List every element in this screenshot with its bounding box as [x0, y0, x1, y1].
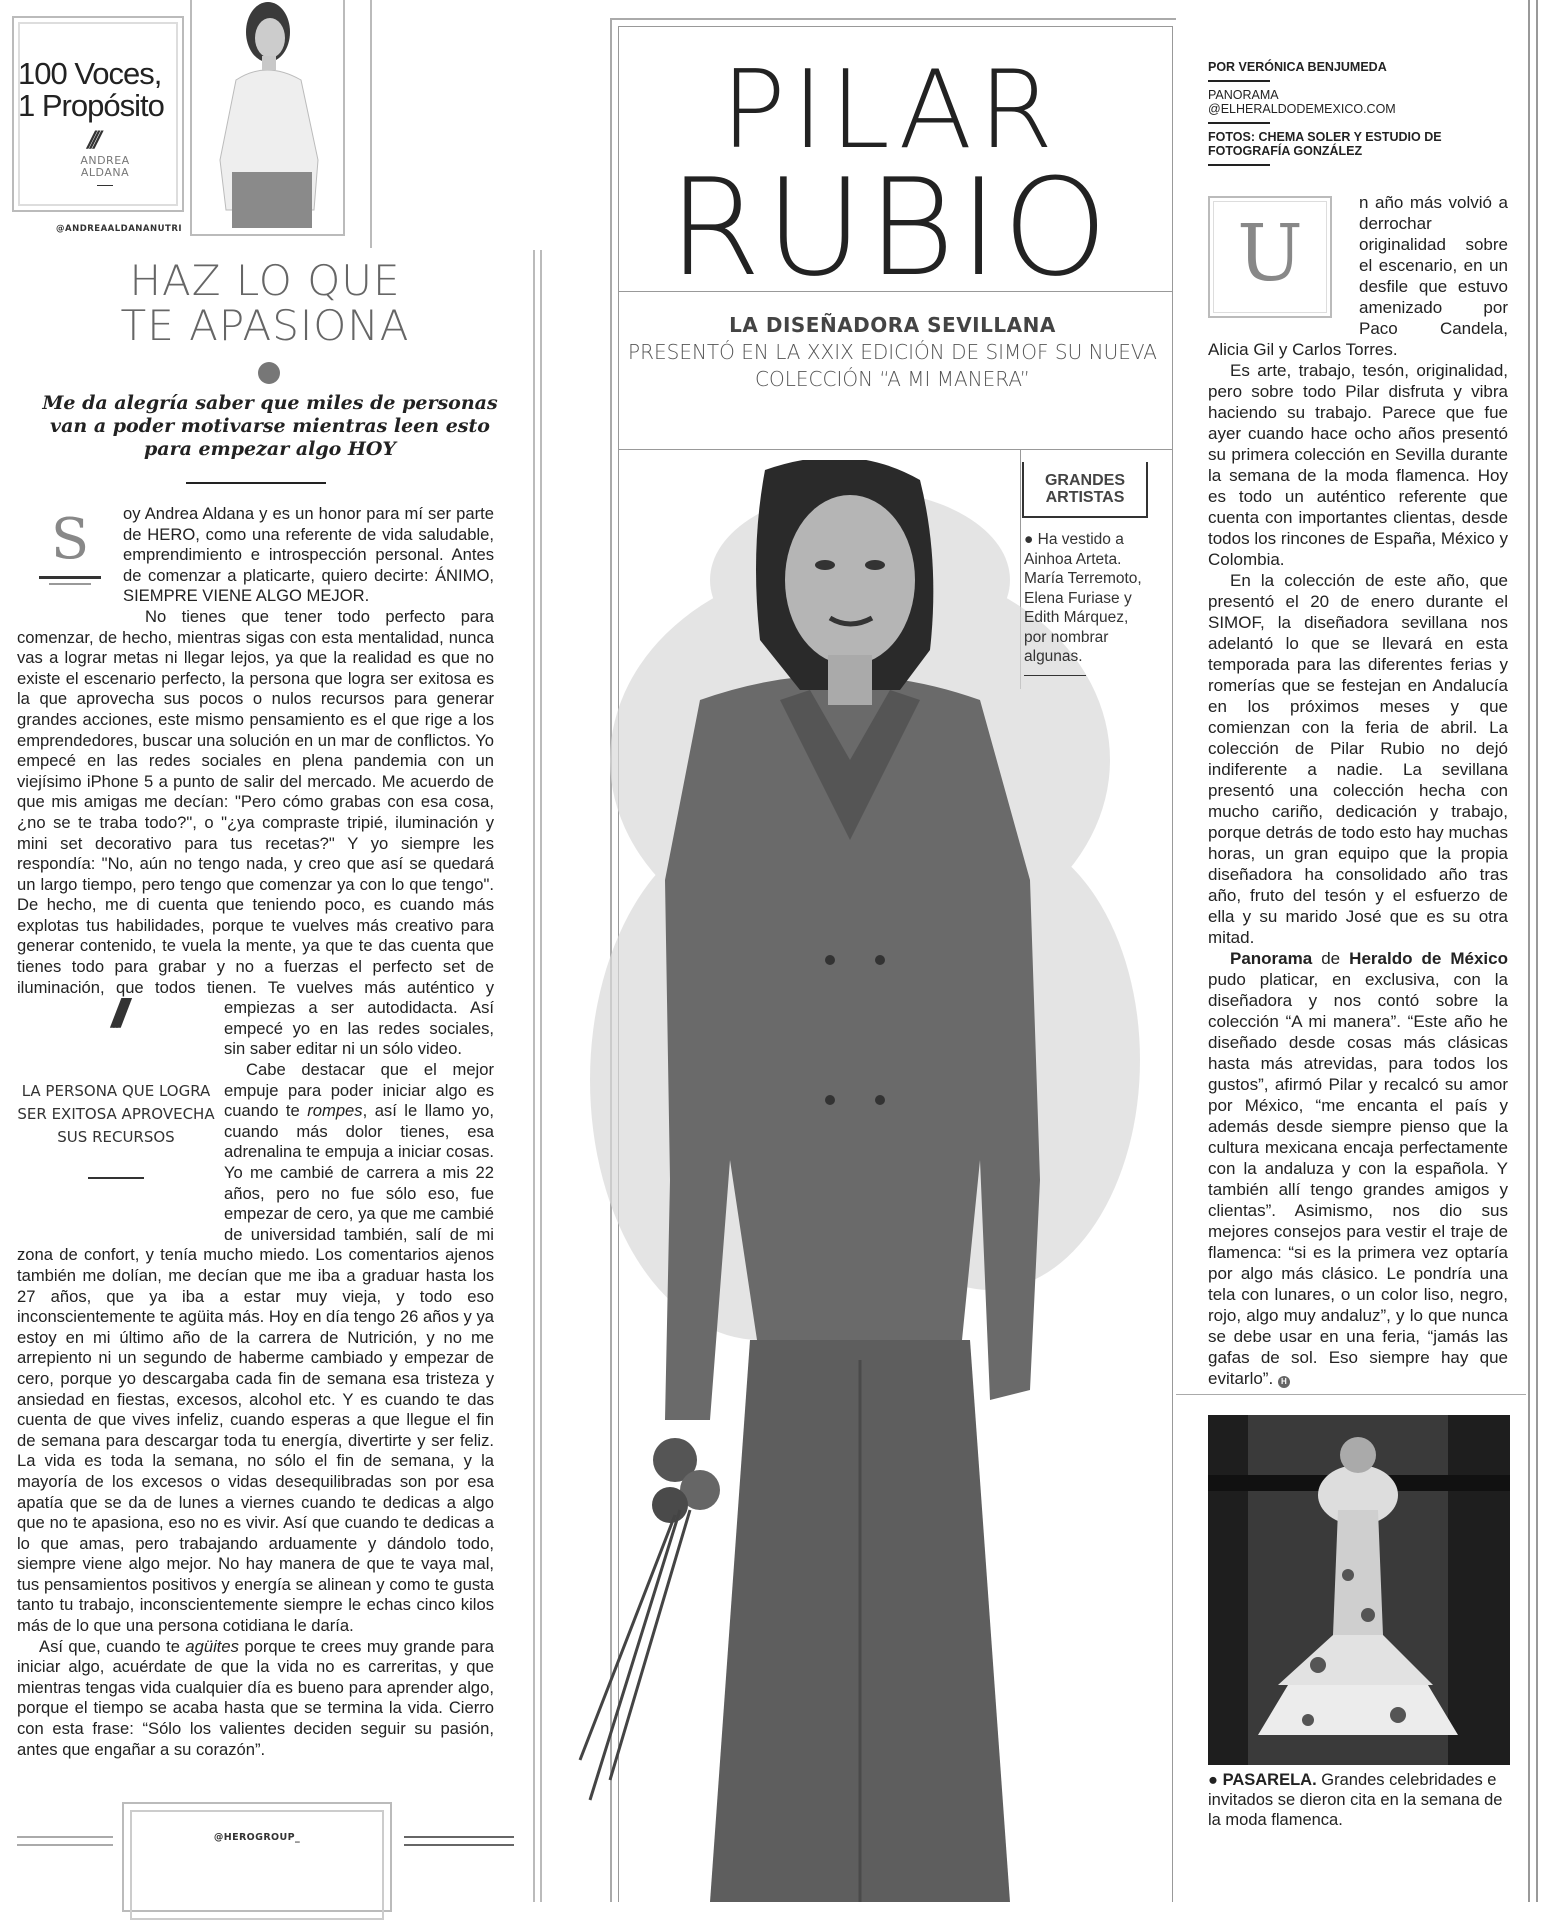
subtitle-bold: LA DISEÑADORA SEVILLANA [729, 313, 1056, 337]
main-photo [560, 460, 1150, 1902]
feature-title-last: RUBIO [668, 150, 1112, 306]
author-name [70, 155, 140, 186]
divider [97, 185, 113, 186]
sidebar-text [1024, 530, 1149, 676]
author-last: ALDANA [80, 166, 130, 179]
dropcap-s [17, 504, 123, 614]
author-photo [196, 0, 339, 228]
page-edge-rule [1528, 0, 1530, 1902]
dropcap-letter: S [50, 507, 90, 572]
paragraph-text: No tienes que tener todo perfecto para comenzar, de hecho, mientras sigas con esta mentalidad, nunca vas a lograr metas ni llegar lejos, ya que la realidad es que no existe el escenario perfecto, la persona que logra ser exitosa es la que aprovecha sus pocos o nulos recursos para generar grandes acciones, este mismo pensamiento es el que rige a los emprendedores, buscar una solución en un mar de conflictos. Yo empecé en las redes sociales en plena pandemia con un viejísimo iPhone 5 a punto de salir del mercado. Me acuerdo de que mis amigas me decían: "Pero cómo grabas con esa cosa, ¿no se te traba todo?", o "¿ya compraste tripié, iluminación y mini set decorativo para tus recetas?" Y yo siempre les respondía: "No, aún no tengo nada, y creo que así se quedará un largo tiempo, pero tengo que comenzar ya con lo que tengo". De hecho, me di cuenta que teniendo poco, es cuando más explotas tus habilidades, porque te vuelves más creativo para generar contenido, te vuela la mente, ya que te das cuenta que tienes todo para grabar y no a fuerzas el perfecto set de iluminación, que todos tienen. Te vuelves más auténtico y empiezas a ser autodidacta. Así [17, 606, 494, 1018]
feature-body [1208, 192, 1508, 1389]
footer-rule [17, 1836, 113, 1838]
byline-rule [1208, 80, 1270, 82]
series-title-line: 1 Propósito [18, 88, 164, 123]
byline-rule [1208, 122, 1270, 124]
hero-handle[interactable]: @HEROGROUP_ [213, 1832, 301, 1843]
paragraph-text: empecé yo en las redes sociales, sin saber editar ni un sólo video. [224, 1018, 494, 1059]
bullet-icon: ● [1024, 531, 1038, 548]
headline-line: TE APASIONA [120, 301, 410, 350]
paragraph-text: , así le llamo yo, cuando más dolor tienes, esa adrenalina te empuja a iniciar cosas. Yo me cambié de carrera a mis 22 años, pero no fue sólo eso, fue empezar de cero, ya que me cambié de universidad también, salí de mi zona de confort, y tenía mucho miedo. Los comentarios ajenos también me dolían, me decían que me iba a graduar hasta los 27 años, que ya iba a estar muy vieja, y todo eso inconscientemente te agüita más. Hoy en día tengo 26 años y ya estoy en mi último año de la carrera de Nutrición, y no me arrepiento ni un segundo de haberme cambiado y empezar de cero, porque yo descargaba cada fin de semana esa tristeza y ansiedad en fiestas, excesos, alcohol etc. Y es cuando te das cuenta de que vives infeliz, cuando esperas a que llegue el fin de semana para descargar toda tu energía, divertirte y ser feliz. La vida es toda la semana, no sólo el fin de semana, y la mayoría de los excesos o vidas desequilibradas son por esa apatía que se da de lunes a viernes cuando te dedicas a algo que no te apasiona, eso no es vivir. Así que cuando te dedicas a lo que amas, pero trabajando arduamente y dándolo todo, siempre viene algo mejor. No hay manera de que te vaya mal, tus pensamientos positivos y energía se alinean y como te gusta tanto tu trabajo, inconscientemente siempre le echas cinco kilos más de lo que una persona cotidiana le daría. [17, 1101, 494, 1636]
carnation-bouquet [580, 1438, 720, 1800]
paragraph-text: porque te crees muy grande para iniciar algo, acuérdate de que la vida no es carreritas, y que mientras tengas vida cualquier día es bueno para aprender algo, porque el tiempo se acaba hasta que se termina la vida. Cierro con esta frase: “Sólo los valientes deciden seguir su pasión, antes que engañar a su corazón”. [17, 1636, 494, 1759]
end-mark-icon: H [1278, 1376, 1290, 1388]
hero-handle-box [122, 1802, 392, 1912]
section-email[interactable]: @ELHERALDODEMEXICO.COM [1208, 102, 1396, 116]
author-handle[interactable]: @ANDREAALDANANUTRI [56, 224, 183, 234]
paragraph-text: Cabe destacar que el mejor empuje para poder iniciar algo es cuando te [224, 1060, 494, 1121]
photo-rule [1176, 1394, 1526, 1395]
deck-rule [186, 482, 326, 484]
sidebar-label-line: GRANDES [1044, 472, 1125, 489]
caption-text: Grandes celebridades e invitados se dieron cita en la semana de la moda flamenca. [1208, 1771, 1503, 1829]
feature-title-first: PILAR [720, 48, 1060, 173]
footer-rule [404, 1836, 514, 1838]
caption-bold: PASARELA. [1222, 1771, 1317, 1789]
bullet-dot-icon [258, 362, 280, 384]
sidebar-text-body: Ha vestido a Ainhoa Arteta. María Terremoto, Elena Furiase y Edith Márquez, por nombrar algunas. [1024, 531, 1142, 665]
subtitle-rest: PRESENTÓ EN LA XXIX EDICIÓN DE SIMOF SU NUEVA COLECCIÓN “A MI MANERA” [628, 340, 1157, 391]
sidebar-label [1022, 462, 1148, 518]
feature-paragraph [1208, 948, 1508, 1389]
footer-rule [404, 1844, 514, 1846]
bullet-icon: ● [1208, 1771, 1223, 1789]
headline-line: HAZ LO QUE [129, 256, 401, 305]
dropcap-rule [49, 583, 91, 585]
dropcap-rule [39, 576, 101, 579]
author-photo-outer-line [370, 0, 372, 248]
author-photo-image [196, 0, 339, 228]
runway-photo [1208, 1415, 1510, 1765]
paragraph-text: Así que, cuando te [39, 1636, 186, 1656]
byline-block [1208, 60, 1508, 172]
bold-text: Panorama [1230, 949, 1313, 968]
series-title [18, 58, 194, 122]
section-name: PANORAMA [1208, 88, 1279, 102]
slash-icon: /// [88, 128, 98, 153]
photo-caption [1208, 1770, 1508, 1830]
footer-rule [17, 1844, 113, 1846]
feature-subtitle [620, 312, 1165, 393]
slash-icon: /// [111, 992, 121, 1037]
face [785, 495, 915, 665]
pull-quote-rule [88, 1177, 144, 1179]
column-body [17, 504, 494, 1760]
column-divider [540, 250, 542, 1902]
subtitle-rule [618, 449, 1173, 450]
column-headline [30, 258, 500, 348]
italic-word: agüites [185, 1636, 239, 1656]
column-paragraph [17, 1637, 494, 1761]
dropcap-u: U [1208, 196, 1332, 318]
author-first: ANDREA [80, 154, 130, 167]
pull-quote-text: LA PERSONA QUE LOGRA SER EXITOSA APROVECHA SUS RECURSOS [17, 1082, 215, 1147]
hero-handle-box-inner [130, 1810, 384, 1920]
series-title-line: 100 Voces, [18, 56, 162, 91]
page-edge-rule [1536, 0, 1538, 1902]
byline-rule [1208, 164, 1270, 166]
feature-paragraph: n año más volvió a derrochar originalidad sobre el escenario, en un desfile que estuvo amenizado por Paco Candela, Alicia Gil y Carlos Torres. [1208, 193, 1508, 359]
pull-quote [16, 992, 216, 1232]
photo-credit: FOTOS: CHEMA SOLER Y ESTUDIO DE FOTOGRAFÍA GONZÁLEZ [1208, 130, 1442, 158]
feature-paragraph: Es arte, trabajo, tesón, originalidad, pero sobre todo Pilar disfruta y vibra haciendo su trabajo. Parece que fue ayer cuando hace ocho años presentó su primera colección en Sevilla durante la semana de la moda flamenca. Hoy es todo un auténtico referente que cuenta con importantes clientas, desde todos los rincones de España, México y Colombia. [1208, 361, 1508, 569]
paragraph-text: de [1312, 949, 1350, 968]
byline: POR VERÓNICA BENJUMEDA [1208, 60, 1387, 74]
divider [1024, 675, 1086, 676]
column-deck: Me da alegría saber que miles de personas van a poder motivarse mientras leen esto para empezar algo HOY [42, 392, 498, 460]
column-divider [533, 250, 535, 1902]
bold-text: Heraldo de México [1349, 949, 1508, 968]
italic-word: rompes [307, 1101, 363, 1121]
paragraph-text: pudo platicar, en exclusiva, con la diseñadora y nos contó sobre la colección “A mi manera”. “Este año he diseñado desde cosas más clásicas hasta más atrevidas, para todos los gustos”, afirmó Pilar y recalcó su amor por México, “me encanta el país y además desde siempre pienso que la cultura mexicana encaja perfectamente con la andaluza y con la española. Y también allí tengo grandes amigos y clientas”. Asimismo, nos dio sus mejores consejos para vestir el traje de flamenca: “si es la primera vez optaría por algo más clásico. Le pondría una tela con lunares, o un color liso, negro, rojo, algo muy andaluz”, y lo que nunca se debe usar en una feria, “jamás las gafas de sol. Eso siempre hay que evitarlo”. [1208, 970, 1508, 1388]
feature-paragraph: En la colección de este año, que presentó el 20 de enero durante el SIMOF, la diseñadora sevillana nos adelantó lo que se llevará en esta temporada para las diferentes ferias y romerías que se festejan en Andalucía en los próximos meses y que comienzan con la feria de abril. La colección de Pilar Rubio no dejó indiferente a nadie. La sevillana presentó una colección hecha con mucho cariño, dedicación y trabajo, porque detrás de todo esto hay muchas horas, un gran equipo que la propia diseñadora ha consolidado año tras año, fruto del tesón y el esfuerzo de ella y su marido José que es su otra mitad. [1208, 571, 1508, 947]
column-paragraph: oy Andrea Aldana y es un honor para mí ser parte de HERO, como una referente de vida saludable, emprendimiento e introspección personal. Antes de comenzar a platicarte, quiero decirte: ÁNIMO, SIEMPRE VIENE ALGO MEJOR. [123, 504, 494, 606]
sidebar-label-line: ARTISTAS [1045, 489, 1125, 506]
